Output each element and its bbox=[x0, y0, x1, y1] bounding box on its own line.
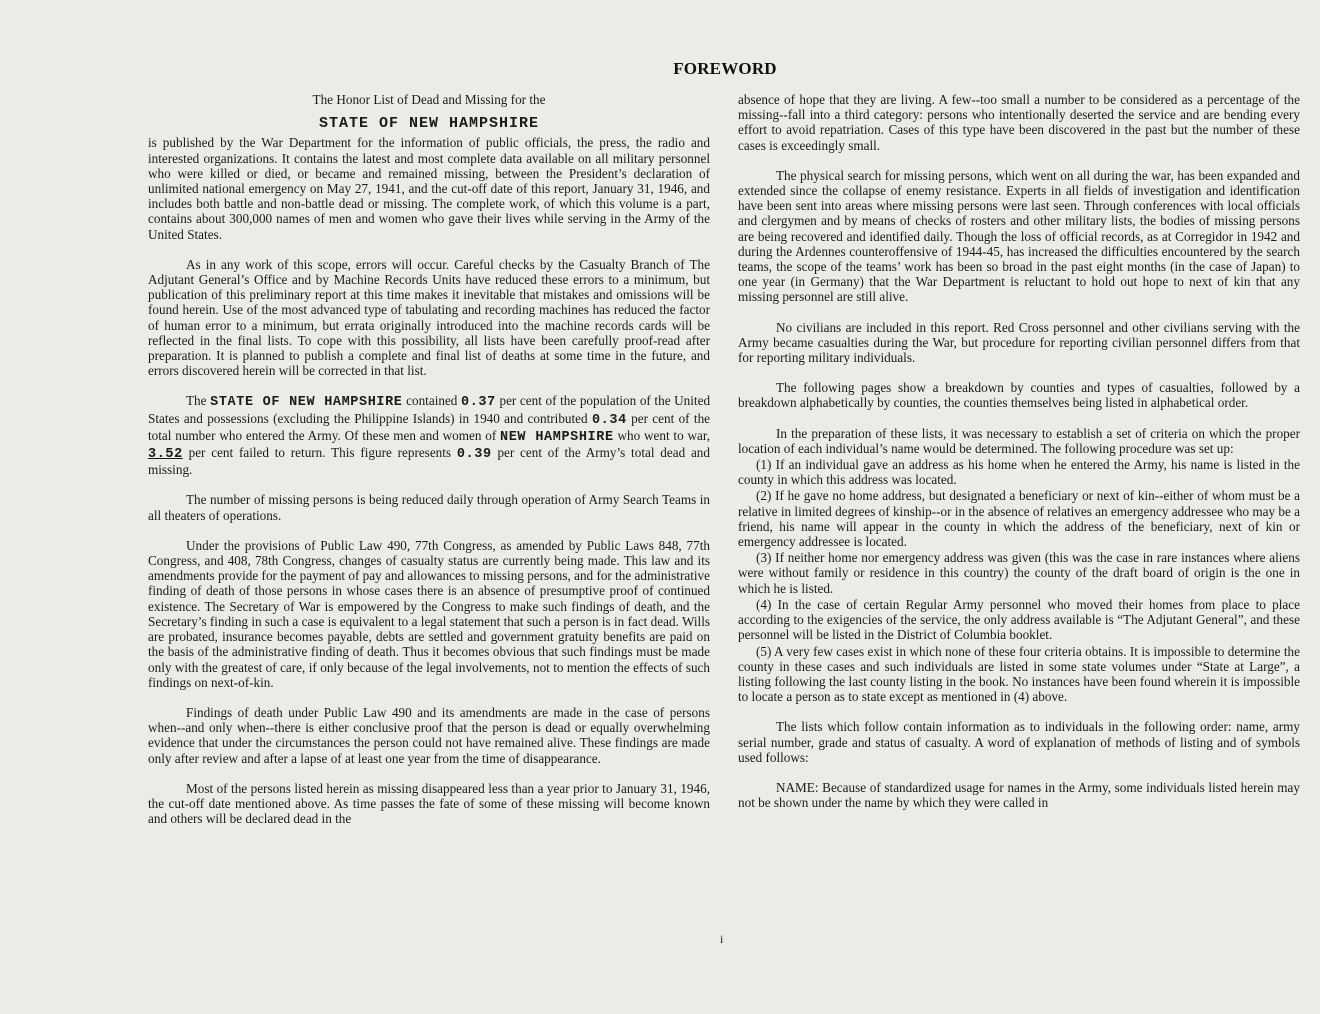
paragraph-list-order: The lists which follow contain information as to individuals in the following order: name, army serial number, grade and status of casualty. A word of explanation of methods of listing and of symbols used follows: bbox=[738, 719, 1300, 765]
paragraph-name: NAME: Because of standardized usage for names in the Army, some individuals listed herein may not be shown under the name by which they were called in bbox=[738, 779, 1300, 811]
intro-line: The Honor List of Dead and Missing for the bbox=[312, 92, 546, 107]
page-number: i bbox=[720, 932, 724, 946]
right-column bbox=[738, 92, 1300, 825]
paragraph-breakdown: The following pages show a breakdown by counties and types of casualties, followed by a breakdown alphabetically by counties, the counties themselves being listed in alphabetical order. bbox=[738, 380, 1300, 411]
criteria-item: (2) If he gave no home address, but designated a beneficiary or next of kin--either of whom must be a relative in limited degrees of kinship--or in the absence of relatives an emergency addressee who may be a friend, his name will appear in the county in which the address of the beneficiary, next of kin or emergency addressee is located. bbox=[738, 488, 1300, 550]
page-title: FOREWORD bbox=[673, 59, 777, 78]
paragraph-physical-search: The physical search for missing persons, which went on all during the war, has been expanded and extended since the collapse of enemy resistance. Experts in all fields of investigation and identification have been sent into areas where missing persons were last seen. Through conferences with local officials and clergymen and by means of checks of rosters and other military lists, the bodies of missing persons are being recovered and identified daily. Though the loss of official records, as at Corregidor in 1942 and during the Ardennes counteroffensive of 1944-45, has increased the difficulties encountered by the search teams, the scope of the teams’ work has been so broad in the past eight months (in the case of Japan) to one year (in Germany) that the War Department is reluctant to hold out hope to next of kin that any missing personnel are still alive. bbox=[738, 167, 1300, 305]
paragraph-findings: Findings of death under Public Law 490 and its amendments are made in the case of persons when--and only when--there is either conclusive proof that the person is dead or equally overwhelming evidence that under the circumstances the person could not have remained alive. These findings are made only after review and after a lapse of at least one year from the time of disappearance. bbox=[148, 704, 710, 766]
criteria-item: (3) If neither home nor emergency address was given (this was the case in rare instances where aliens were without family or residence in this country) the county of the draft board of origin is the one in which he is listed. bbox=[738, 550, 1300, 596]
paragraph-public-law: Under the provisions of Public Law 490, 77th Congress, as amended by Public Laws 848, 77th Congress, and 408, 78th Congress, changes of casualty status are currently being made. This law and its amendments provide for the payment of pay and allowances to missing persons, and for the administrative finding of death of those persons in whose cases there is an absence of presumptive proof of continued existence. The Secretary of War is empowered by the Congress to make such findings of death, and the Secretary’s finding in such a case is equivalent to a legal statement that such a person is in fact dead. Wills are probated, insurance becomes payable, debts are settled and government gratuity benefits are paid on the basis of the administrative finding of death. Thus it becomes obvious that such findings must be made only with the greatest of care, if only because of the legal involvements, not to mention the effects of such findings on next-of-kin. bbox=[148, 537, 710, 690]
population-percent: 0.37 bbox=[461, 395, 496, 411]
paragraph-civilians: No civilians are included in this report. Red Cross personnel and other civilians serving with the Army became casualties during the War, but procedure for reporting civilian personnel differs from that for reporting military individuals. bbox=[738, 319, 1300, 366]
paragraph-deserters: absence of hope that they are living. A few--too small a number to be considered as a percentage of the missing--fall into a third category: persons who intentionally deserted the service and are bending every effort to avoid repatriation. Cases of this type have been discovered in the past but the number of these cases is exceedingly small. bbox=[738, 92, 1300, 153]
state-name-inline: STATE OF NEW HAMPSHIRE bbox=[210, 395, 403, 411]
criteria-item: (1) If an individual gave an address as his home when he entered the Army, his name is listed in the county in which this address was located. bbox=[738, 457, 1300, 488]
criteria-item: (4) In the case of certain Regular Army personnel who moved their homes from place to place according to the exigencies of the service, the only address available is “The Adjutant General”, and these personnel will be listed in the District of Columbia booklet. bbox=[738, 596, 1300, 643]
paragraph-criteria: In the preparation of these lists, it was necessary to establish a set of criteria on which the proper location of each individual’s name would be determined. The following procedure was set up: bbox=[738, 425, 1300, 456]
paragraph-search-teams: The number of missing persons is being reduced daily through operation of Army Search Teams in all theaters of operations. bbox=[148, 492, 710, 523]
left-column bbox=[148, 92, 710, 841]
paragraph-publication: is published by the War Department for the information of public officials, the press, the radio and interested organizations. It contains the latest and most complete data available on all military personnel who were killed or died, or became and remained missing, between the President’s declaration of unlimited national emergency on May 27, 1941, and the cut-off date of this report, January 31, 1946, and includes both battle and non-battle dead or missing. The complete work, of which this volume is a part, contains about 300,000 names of men and women who gave their lives while serving in the Army of the United States. bbox=[148, 135, 710, 242]
state-name-inline-2: NEW HAMPSHIRE bbox=[500, 429, 614, 445]
paragraph-statistics: The STATE OF NEW HAMPSHIRE contained 0.37 per cent of the population of the United States and possessions (excluding the Philippine Islands) in 1940 and contributed 0.34 per cent of the total number who entered the Army. Of these men and women of NEW HAMPSHIRE who went to war, 3.52 per cent failed to return. This figure represents 0.39 per cent of the Army’s total dead and missing. bbox=[148, 393, 711, 478]
paragraph-missing: Most of the persons listed herein as missing disappeared less than a year prior to January 31, 1946, the cut-off date mentioned above. As time passes the fate of some of these missing will become known and others will be declared dead in the bbox=[148, 780, 710, 827]
contributed-percent: 0.34 bbox=[591, 412, 627, 428]
army-total-percent: 0.39 bbox=[456, 447, 492, 463]
criteria-item: (5) A very few cases exist in which none of these four criteria obtains. It is impossible to determine the county in these cases and such individuals are listed in some state volumes under “State at Large”, a listing following the last county listing in the book. No instances have been found wherein it is impossible to locate a person as to state except as mentioned in (4) above. bbox=[738, 643, 1300, 705]
state-name-heading: STATE OF NEW HAMPSHIRE bbox=[318, 115, 540, 133]
paragraph-errors: As in any work of this scope, errors will occur. Careful checks by the Casualty Branch of The Adjutant General’s Office and by Machine Records Units have reduced these errors to a minimum, but publication of this preliminary report at this time makes it inevitable that mistakes and omissions will be found herein. Use of the most advanced type of tabulating and recording machines has reduced the factor of human error to a minimum, but errata originally introduced into the machine records cards will be reflected in the final lists. To cope with this possibility, all lists have been carefully proof-read after preparation. It is planned to publish a complete and final list of deaths at some time in the future, and errors discovered herein will be corrected in that list. bbox=[148, 256, 710, 379]
failed-return-percent: 3.52 bbox=[148, 447, 183, 463]
